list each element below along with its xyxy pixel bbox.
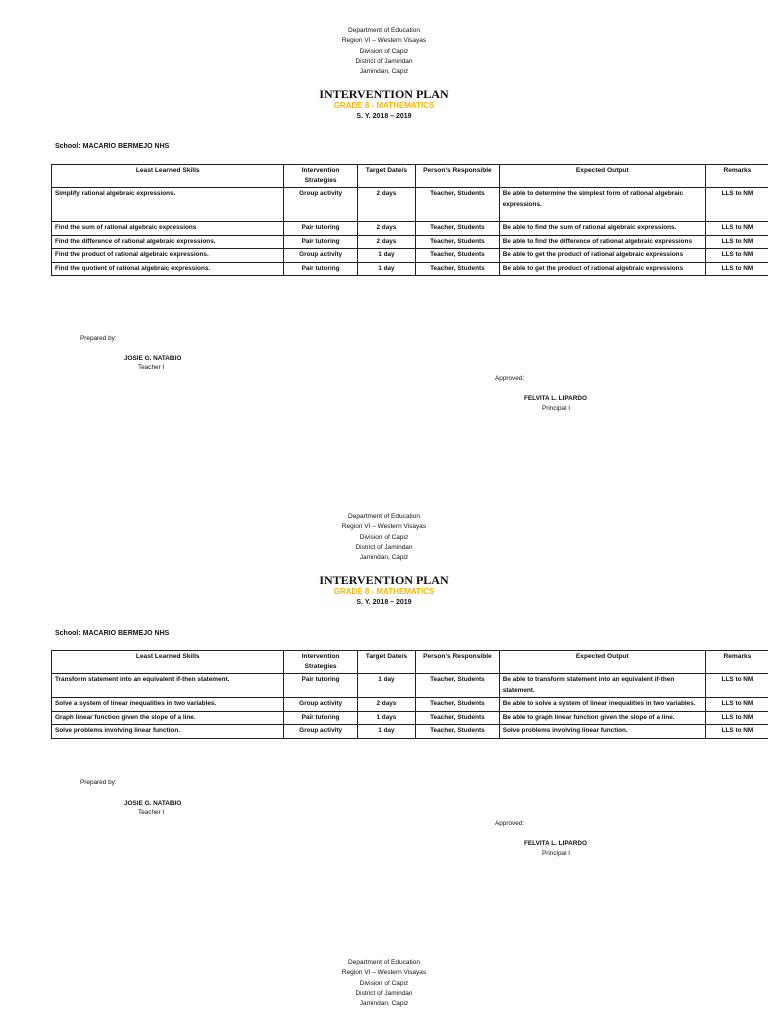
header-line: Division of Capiz [359,979,409,987]
intervention-table-1 [51,164,768,276]
output-cell: Be able to find the sum of rational algebraic expressions. [499,222,705,236]
date-cell: 1 day [357,249,415,263]
skill-cell: Find the difference of rational algebraic expressions. [52,235,284,249]
header-line: Jamindan, Capiz [359,554,409,562]
skill-cell: Solve problems involving linear function. [52,725,284,739]
strategy-cell: Pair tutoring [284,235,357,249]
strategy-cell: Group activity [284,725,357,739]
principal-name: FELVITA L. LIPARDO [524,840,587,847]
person-cell: Teacher, Students [416,262,500,276]
plan-section-2 [0,512,768,608]
date-cell: 1 day [357,725,415,739]
plan-section-3 [0,958,768,1009]
header-line: Jamindan, Capiz [359,68,409,76]
output-cell: Be able to solve a system of linear inequalities in two variables. [499,698,705,712]
person-cell: Teacher, Students [416,698,500,712]
skill-cell: Find the product of rational algebraic expressions. [52,249,284,263]
date-cell: 2 days [357,222,415,236]
table-row [52,698,768,712]
date-cell: 2 days [357,188,415,222]
column-header: Least Learned Skills [52,651,284,674]
remarks-cell: LLS to NM [705,249,768,263]
header-line: Department of Education [348,959,420,966]
skill-cell: Solve a system of linear inequalities in two variables. [52,698,284,712]
teacher-title: Teacher I [138,364,165,371]
output-cell: Be able to find the difference of rational algebraic expressions [499,235,705,249]
column-header: Least Learned Skills [52,165,284,188]
prepared-label: Prepared by: [80,779,117,786]
document-title: INTERVENTION PLAN [319,87,449,102]
header-line: District of Jamindan [355,57,413,65]
strategy-cell: Group activity [284,188,357,222]
skill-cell: Graph linear function given the slope of a line. [52,711,284,725]
output-cell: Be able to get the product of rational algebraic expressions [499,262,705,276]
person-cell: Teacher, Students [416,235,500,249]
strategy-cell: Pair tutoring [284,222,357,236]
header-line: Region VI – Western Visayas [341,37,427,45]
table-row [52,711,768,725]
column-header: Intervention Strategies [284,165,357,188]
strategy-cell: Group activity [284,698,357,712]
date-cell: 1 day [357,262,415,276]
skill-cell: Transform statement into an equivalent if-then statement. [52,674,284,698]
remarks-cell: LLS to NM [705,262,768,276]
date-cell: 2 days [357,235,415,249]
principal-title: Principal I [542,405,571,412]
document-subtitle: GRADE 8 - MATHEMATICS [333,587,435,597]
column-header: Expected Output [499,165,705,188]
strategy-cell: Pair tutoring [284,674,357,698]
person-cell: Teacher, Students [416,222,500,236]
column-header: Intervention Strategies [284,651,357,674]
skill-cell: Find the quotient of rational algebraic expressions. [52,262,284,276]
strategy-cell: Pair tutoring [284,711,357,725]
output-cell: Be able to graph linear function given the slope of a line. [499,711,705,725]
table-row [52,222,768,236]
table-row [52,188,768,222]
column-header: Person's Responsible [416,651,500,674]
approved-label: Approved: [495,375,525,382]
teacher-title: Teacher I [138,809,165,816]
strategy-cell: Group activity [284,249,357,263]
column-header: Person's Responsible [416,165,500,188]
strategy-cell: Pair tutoring [284,262,357,276]
column-header: Remarks [705,165,768,188]
column-header: Target Date/s [357,165,415,188]
header-line: District of Jamindan [355,989,413,997]
approved-label: Approved: [495,820,525,827]
output-cell: Be able to transform statement into an equivalent if-then statement. [499,674,705,698]
skill-cell: Simplify rational algebraic expressions. [52,188,284,222]
date-cell: 1 days [357,711,415,725]
table-row [52,725,768,739]
person-cell: Teacher, Students [416,188,500,222]
remarks-cell: LLS to NM [705,188,768,222]
table-header-row [52,651,768,674]
date-cell: 1 day [357,674,415,698]
header-line: District of Jamindan [355,543,413,551]
date-cell: 2 days [357,698,415,712]
header [0,26,768,77]
output-cell: Solve problems involving linear function. [499,725,705,739]
remarks-cell: LLS to NM [705,725,768,739]
header-line: Division of Capiz [359,533,409,541]
principal-name: FELVITA L. LIPARDO [524,395,587,402]
remarks-cell: LLS to NM [705,674,768,698]
output-cell: Be able to get the product of rational algebraic expressions [499,249,705,263]
person-cell: Teacher, Students [416,711,500,725]
school-label: School: MACARIO BERMEJO NHS [55,630,170,637]
remarks-cell: LLS to NM [705,711,768,725]
table-row [52,262,768,276]
column-header: Expected Output [499,651,705,674]
person-cell: Teacher, Students [416,725,500,739]
intervention-table-2 [51,650,768,739]
header-line: Department of Education [348,513,420,520]
header [0,512,768,563]
school-year: S. Y. 2018 – 2019 [356,599,412,607]
header-line: Region VI – Western Visayas [341,969,427,977]
teacher-name: JOSIE G. NATABIO [124,355,182,362]
table-header-row [52,165,768,188]
skill-cell: Find the sum of rational algebraic expressions [52,222,284,236]
header-line: Division of Capiz [359,47,409,55]
table-row [52,235,768,249]
person-cell: Teacher, Students [416,249,500,263]
remarks-cell: LLS to NM [705,698,768,712]
header-line: Department of Education [348,27,420,34]
school-year: S. Y. 2018 – 2019 [356,113,412,121]
header-line: Jamindan, Capiz [359,1000,409,1008]
school-label: School: MACARIO BERMEJO NHS [55,143,170,150]
remarks-cell: LLS to NM [705,235,768,249]
teacher-name: JOSIE G. NATABIO [124,800,182,807]
plan-section-1 [0,26,768,122]
table-row [52,249,768,263]
header-line: Region VI – Western Visayas [341,523,427,531]
document-title: INTERVENTION PLAN [319,573,449,588]
principal-title: Principal I [542,850,571,857]
document-subtitle: GRADE 8 - MATHEMATICS [333,101,435,111]
prepared-label: Prepared by: [80,335,117,342]
output-cell: Be able to determine the simplest form of rational algebraic expressions. [499,188,705,222]
person-cell: Teacher, Students [416,674,500,698]
column-header: Target Date/s [357,651,415,674]
table-row [52,674,768,698]
remarks-cell: LLS to NM [705,222,768,236]
header [0,958,768,1009]
column-header: Remarks [705,651,768,674]
